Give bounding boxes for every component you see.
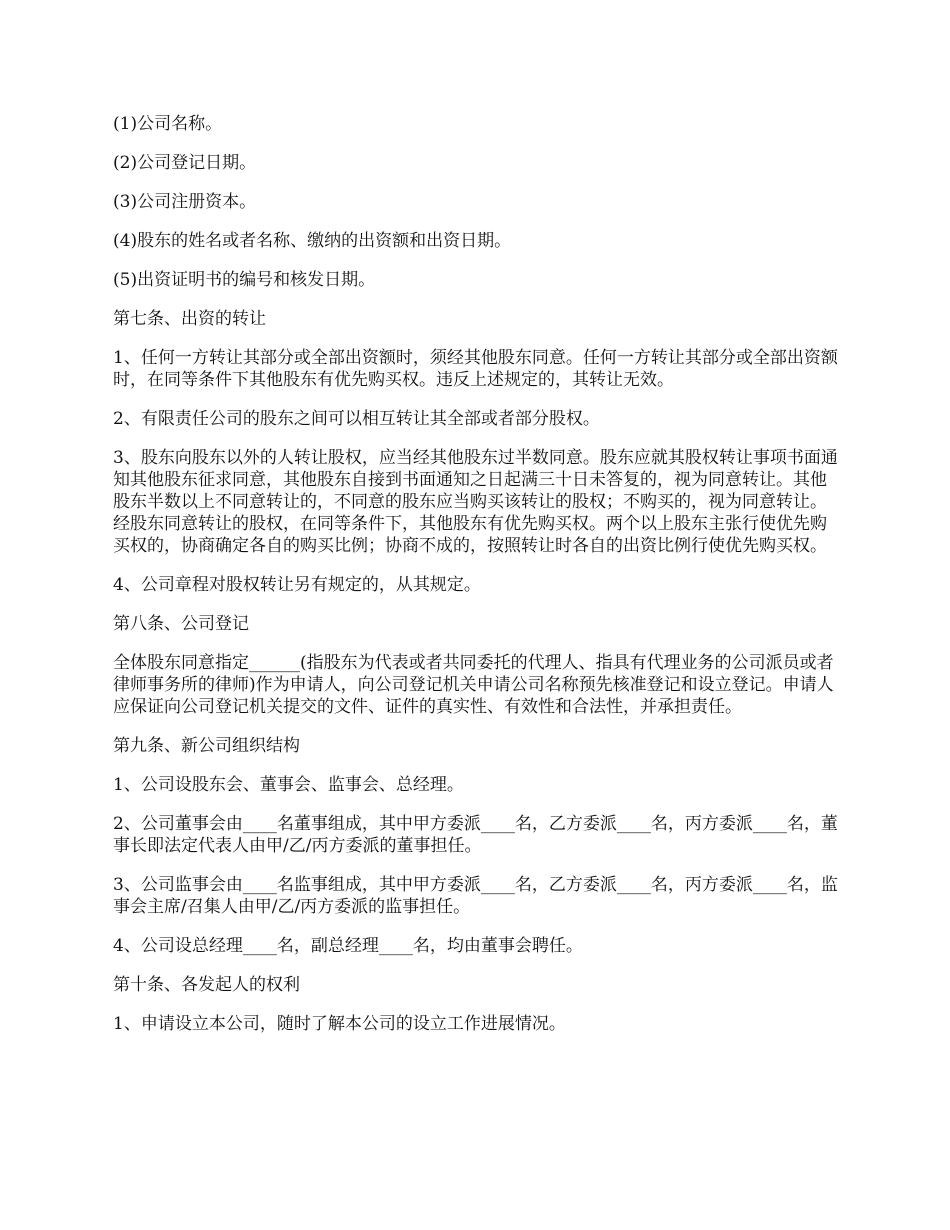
list-item-registered-capital: (3)公司注册资本。: [113, 192, 257, 212]
article-10-heading: 第十条、各发起人的权利: [113, 975, 300, 995]
list-item-company-name: (1)公司名称。: [113, 114, 223, 134]
article-7-clause-4: 4、公司章程对股权转让另有规定的，从其规定。: [113, 575, 481, 595]
article-7-clause-2: 2、有限责任公司的股东之间可以相互转让其全部或者部分股权。: [113, 409, 600, 429]
article-9-clause-4: 4、公司设总经理____名，副总经理____名，均由董事会聘任。: [113, 936, 583, 956]
article-7-heading: 第七条、出资的转让: [113, 309, 266, 329]
document-body: [113, 113, 841, 1052]
list-item-registration-date: (2)公司登记日期。: [113, 153, 257, 173]
article-9-clause-3: 3、公司监事会由____名监事组成，其中甲方委派____名，乙方委派____名，丙方委派____名，监事会主席/召集人由甲/乙/丙方委派的监事担任。: [113, 875, 838, 917]
article-8-body: 全体股东同意指定______(指股东为代表或者共同委托的代理人、指具有代理业务的公司派员或者律师事务所的律师)作为申请人，向公司登记机关申请公司名称预先核准登记和设立登记。申请人应保证向公司登记机关提交的文件、证件的真实性、有效性和合法性，并承担责任。: [113, 653, 834, 717]
article-10-clause-1: 1、申请设立本公司，随时了解本公司的设立工作进展情况。: [113, 1014, 566, 1034]
list-item-shareholder-info: (4)股东的姓名或者名称、缴纳的出资额和出资日期。: [113, 231, 512, 251]
article-7-clause-3: 3、股东向股东以外的人转让股权，应当经其他股东过半数同意。股东应就其股权转让事项书面通知其他股东征求同意，其他股东自接到书面通知之日起满三十日未答复的，视为同意转让。其他股东半数以上不同意转让的，不同意的股东应当购买该转让的股权；不购买的，视为同意转让。经股东同意转让的股权，在同等条件下，其他股东有优先购买权。两个以上股东主张行使优先购买权的，协商确定各自的购买比例；协商不成的，按照转让时各自的出资比例行使优先购买权。: [113, 448, 838, 556]
list-item-certificate-info: (5)出资证明书的编号和核发日期。: [113, 270, 376, 290]
article-9-clause-1: 1、公司设股东会、董事会、监事会、总经理。: [113, 775, 464, 795]
article-7-clause-1: 1、任何一方转让其部分或全部出资额时，须经其他股东同意。任何一方转让其部分或全部出资额时，在同等条件下其他股东有优先购买权。违反上述规定的，其转让无效。: [113, 348, 838, 390]
article-9-heading: 第九条、新公司组织结构: [113, 736, 300, 756]
article-9-clause-2: 2、公司董事会由____名董事组成，其中甲方委派____名，乙方委派____名，丙方委派____名，董事长即法定代表人由甲/乙/丙方委派的董事担任。: [113, 814, 838, 856]
article-8-heading: 第八条、公司登记: [113, 614, 249, 634]
